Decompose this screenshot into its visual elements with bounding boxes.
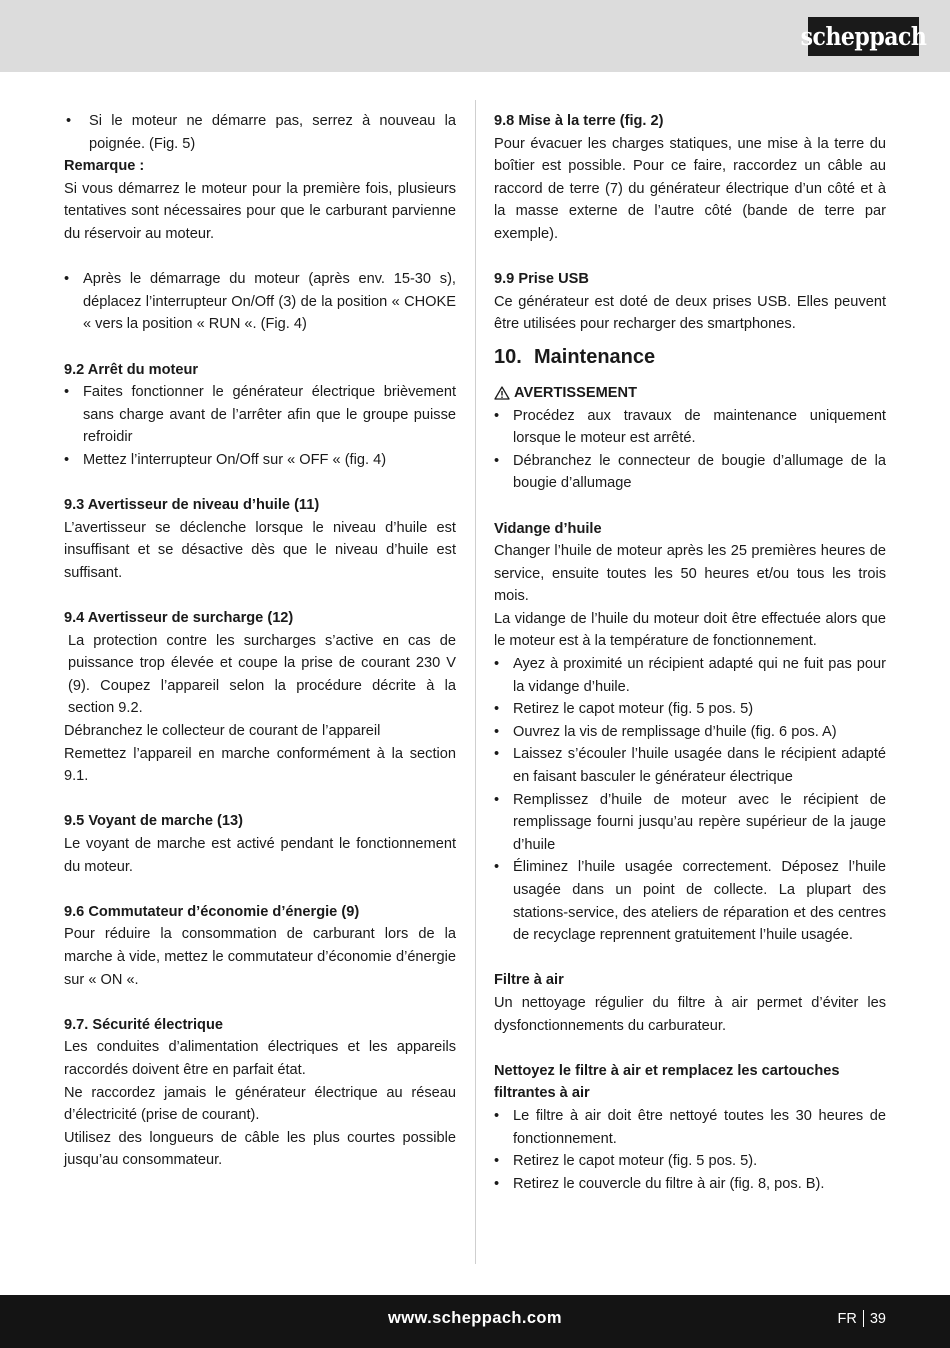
list-item: • Ouvrez la vis de remplissage d’huile (fig. 6 pos. A): [494, 721, 886, 744]
section-text-9-6: Pour réduire la consommation de carburant lors de la marche à vide, mettez le commutateur d’économie d’énergie sur « ON «.: [64, 926, 456, 988]
page-footer: [0, 1295, 950, 1348]
section-text-9-5: Le voyant de marche est activé pendant le fonctionnement du moteur.: [64, 836, 456, 875]
clean-filter-heading: Nettoyez le filtre à air et remplacez les cartouches filtrantes à air: [494, 1062, 840, 1102]
bullet-glyph: •: [66, 113, 72, 129]
list-item: • Retirez le couvercle du filtre à air (fig. 8, pos. B).: [494, 1173, 886, 1196]
section-heading-9-2: 9.2 Arrêt du moteur: [64, 361, 199, 378]
language-code: FR: [837, 1310, 857, 1327]
list-item: • Faites fonctionner le générateur électrique brièvement sans charge avant de l’arrêter afin que le groupe puisse refroidir: [64, 381, 456, 449]
list-item: • Remplissez d’huile de moteur avec le récipient de remplissage fourni jusqu’au repère supérieur de la jauge d’huile: [494, 789, 886, 857]
list-item: • Laissez s’écouler l’huile usagée dans le récipient adapté en faisant basculer le générateur électrique: [494, 743, 886, 788]
bullet-glyph: •: [494, 452, 500, 469]
right-column: [494, 110, 886, 1195]
section-heading-9-6: 9.6 Commutateur d’économie d’énergie (9): [64, 903, 360, 920]
section-text-9-7-b: Ne raccordez jamais le générateur électrique au réseau d’électricité (prise de courant).: [64, 1084, 456, 1124]
list-item: • Ayez à proximité un récipient adapté qui ne fuit pas pour la vidange d’huile.: [494, 653, 886, 698]
section-text-9-8: Pour évacuer les charges statiques, une mise à la terre du boîtier est possible. Pour ce faire, raccordez un câble au raccord de terre (7) du générateur électrique d’un côté et à la masse externe de l’autre côté (bande de terre par exemple).: [494, 135, 886, 242]
chapter-number: 10.: [494, 345, 522, 368]
remark-text: Si vous démarrez le moteur pour la première fois, plusieurs tentatives sont nécessaires pour que le carburant parvienne du réservoir au moteur.: [64, 180, 456, 242]
list-item: • Mettez l’interrupteur On/Off sur « OFF « (fig. 4): [64, 449, 456, 472]
brand-logo-text: scheppach: [800, 21, 927, 52]
bullet-glyph: •: [494, 1153, 500, 1170]
list-item: • Retirez le capot moteur (fig. 5 pos. 5).: [494, 1150, 886, 1173]
section-heading-9-7: 9.7. Sécurité électrique: [64, 1016, 223, 1033]
section-heading-9-8: 9.8 Mise à la terre (fig. 2): [494, 113, 664, 129]
list-item: • Éliminez l’huile usagée correctement. Déposez l’huile usagée dans un point de collecte. La plupart des stations-service, des ateliers de réparation et des centres de recyclage reprennent gratuitement l’huile usagée.: [494, 856, 886, 946]
warning-heading: [494, 382, 886, 405]
section-heading-9-3: 9.3 Avertisseur de niveau d’huile (11): [64, 497, 320, 514]
separator: [863, 1310, 864, 1327]
page-header: [0, 0, 950, 72]
bullet-glyph: •: [494, 701, 500, 718]
chapter-title: Maintenance: [534, 345, 656, 368]
page-number: [838, 1310, 886, 1327]
list-item: • Le filtre à air doit être nettoyé toutes les 30 heures de fonctionnement.: [494, 1105, 886, 1150]
bullet-glyph: •: [494, 656, 500, 673]
bullet-glyph: •: [494, 1107, 500, 1124]
left-column: [64, 110, 456, 1172]
section-text-9-9: Ce générateur est doté de deux prises USB. Elles peuvent être utilisées pour recharger des smartphones.: [494, 293, 886, 333]
section-text-9-7: Les conduites d’alimentation électriques et les appareils raccordés doivent être en parfait état.: [64, 1039, 456, 1078]
remark-title: Remarque :: [64, 158, 145, 175]
list-item: • Si le moteur ne démarre pas, serrez à nouveau la poignée. (Fig. 5): [64, 110, 456, 155]
chapter-heading-10: [494, 342, 886, 372]
warning-title: AVERTISSEMENT: [514, 384, 637, 401]
bullet-glyph: •: [64, 384, 70, 401]
section-text-9-7-c: Utilisez des longueurs de câble les plus courtes possible jusqu’au consommateur.: [64, 1129, 456, 1169]
bullet-glyph: •: [494, 791, 500, 808]
section-text-9-4-c: Remettez l’appareil en marche conformément à la section 9.1.: [64, 745, 456, 785]
section-heading-9-9: 9.9 Prise USB: [494, 271, 589, 288]
list-item: • Procédez aux travaux de maintenance uniquement lorsque le moteur est arrêté.: [494, 405, 886, 450]
bullet-glyph: •: [494, 723, 500, 740]
oil-change-heading: Vidange d’huile: [494, 520, 602, 537]
list-item: • Après le démarrage du moteur (après env. 15-30 s), déplacez l’interrupteur On/Off (3) de la position « CHOKE « vers la position « RUN «. (Fig. 4): [64, 268, 456, 336]
bullet-glyph: •: [494, 859, 500, 876]
oil-change-text: Changer l’huile de moteur après les 25 premières heures de service, ensuite toutes les 50 heures et/ou tous les trois mois.: [494, 543, 886, 605]
brand-logo: [800, 17, 927, 56]
list-item: • Retirez le capot moteur (fig. 5 pos. 5): [494, 698, 886, 721]
air-filter-heading: Filtre à air: [494, 972, 564, 989]
section-text-9-3: L’avertisseur se déclenche lorsque le niveau d’huile est insuffisant et se désactive dès que le niveau d’huile est suffisant.: [64, 519, 456, 581]
section-heading-9-5: 9.5 Voyant de marche (13): [64, 813, 243, 830]
bullet-glyph: •: [64, 271, 70, 288]
page-number-value: 39: [869, 1310, 886, 1327]
bullet-glyph: •: [494, 1175, 500, 1192]
column-divider: [475, 100, 476, 1264]
section-text-9-4: La protection contre les surcharges s’active en cas de puissance trop élevée et coupe la prise de courant 230 V (9). Coupez l’appareil selon la procédure décrite à la section 9.2.: [68, 632, 456, 717]
oil-change-text-b: La vidange de l’huile du moteur doit être effectuée alors que le moteur est à la température de fonctionnement.: [494, 610, 886, 650]
section-heading-9-4: 9.4 Avertisseur de surcharge (12): [64, 610, 294, 627]
list-item: • Débranchez le connecteur de bougie d’allumage de la bougie d’allumage: [494, 450, 886, 495]
warning-triangle-icon: [494, 386, 510, 400]
bullet-glyph: •: [64, 451, 70, 468]
bullet-glyph: •: [494, 746, 500, 763]
air-filter-text: Un nettoyage régulier du filtre à air permet d’éviter les dysfonctionnements du carburateur.: [494, 994, 886, 1034]
bullet-glyph: •: [494, 407, 500, 424]
website-link[interactable]: www.scheppach.com: [388, 1309, 562, 1327]
section-text-9-4-b: Débranchez le collecteur de courant de l’appareil: [64, 723, 381, 740]
